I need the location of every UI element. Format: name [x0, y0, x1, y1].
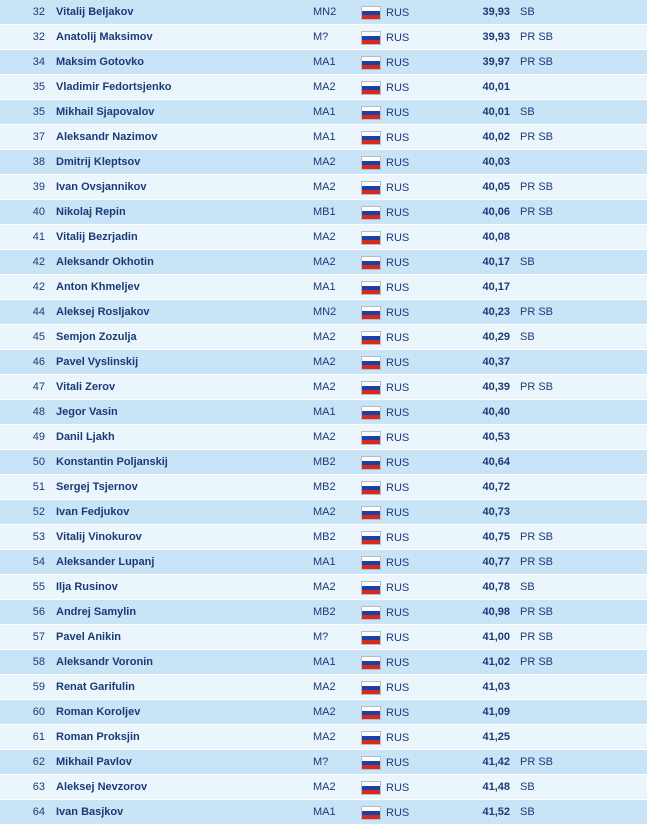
result-time: 39,93 [482, 31, 510, 43]
athlete-name[interactable]: Anton Khmeljev [56, 281, 140, 293]
nation-code: RUS [386, 757, 410, 769]
russia-flag-icon [361, 781, 381, 795]
class-cell: MB1 [313, 206, 336, 218]
class-cell: MA2 [313, 231, 336, 243]
table-row [0, 600, 647, 625]
class-cell: MA2 [313, 581, 336, 593]
record-note: SB [520, 781, 535, 793]
record-note: PR SB [520, 131, 554, 143]
rank-cell: 34 [32, 56, 45, 68]
result-time: 40,75 [482, 531, 510, 543]
nation-code: RUS [386, 582, 410, 594]
nation-code: RUS [386, 632, 410, 644]
class-cell: MA2 [313, 156, 336, 168]
nation-code: RUS [386, 132, 410, 144]
athlete-name[interactable]: Vitali Zerov [56, 381, 116, 393]
russia-flag-icon [361, 681, 381, 695]
record-note: PR SB [520, 181, 554, 193]
class-cell: MA1 [313, 281, 336, 293]
record-note: SB [520, 256, 535, 268]
record-note: PR SB [520, 531, 554, 543]
russia-flag-icon [361, 606, 381, 620]
result-time: 40,78 [482, 581, 510, 593]
rank-cell: 53 [32, 531, 45, 543]
nation-code: RUS [386, 657, 410, 669]
record-note: PR SB [520, 556, 554, 568]
table-row [0, 150, 647, 175]
class-cell: M? [313, 756, 329, 768]
russia-flag-icon [361, 731, 381, 745]
table-row [0, 725, 647, 750]
class-cell: MB2 [313, 606, 336, 618]
table-row [0, 175, 647, 200]
class-cell: MA1 [313, 806, 336, 818]
nation-code: RUS [386, 82, 410, 94]
rank-cell: 49 [32, 431, 45, 443]
russia-flag-icon [361, 506, 381, 520]
nation-code: RUS [386, 107, 410, 119]
athlete-name[interactable]: Ivan Basjkov [56, 806, 124, 818]
russia-flag-icon [361, 6, 381, 20]
russia-flag-icon [361, 431, 381, 445]
russia-flag-icon [361, 456, 381, 470]
class-cell: MA2 [313, 781, 336, 793]
rank-cell: 46 [32, 356, 45, 368]
table-row [0, 500, 647, 525]
table-row [0, 550, 647, 575]
rank-cell: 42 [32, 281, 45, 293]
rank-cell: 52 [32, 506, 45, 518]
nation-code: RUS [386, 357, 410, 369]
result-time: 40,29 [482, 331, 510, 343]
result-time: 40,17 [482, 281, 510, 293]
athlete-name[interactable]: Vladimir Fedortsjenko [56, 81, 172, 93]
table-row [0, 50, 647, 75]
class-cell: MA1 [313, 406, 336, 418]
rank-cell: 41 [32, 231, 45, 243]
russia-flag-icon [361, 481, 381, 495]
result-time: 40,01 [482, 106, 510, 118]
result-time: 40,08 [482, 231, 510, 243]
russia-flag-icon [361, 531, 381, 545]
nation-code: RUS [386, 607, 410, 619]
nation-code: RUS [386, 782, 410, 794]
rank-cell: 39 [32, 181, 45, 193]
table-row [0, 775, 647, 800]
class-cell: MA2 [313, 181, 336, 193]
rank-cell: 57 [32, 631, 45, 643]
rank-cell: 32 [32, 31, 45, 43]
result-time: 40,05 [482, 181, 510, 193]
nation-code: RUS [386, 257, 410, 269]
nation-code: RUS [386, 457, 410, 469]
class-cell: MN2 [313, 6, 337, 18]
rank-cell: 54 [32, 556, 45, 568]
nation-code: RUS [386, 382, 410, 394]
nation-code: RUS [386, 157, 410, 169]
nation-code: RUS [386, 332, 410, 344]
result-time: 41,52 [482, 806, 510, 818]
record-note: PR SB [520, 56, 554, 68]
table-row [0, 475, 647, 500]
table-row [0, 250, 647, 275]
result-time: 40,03 [482, 156, 510, 168]
russia-flag-icon [361, 581, 381, 595]
result-time: 41,00 [482, 631, 510, 643]
athlete-name[interactable]: Aleksej Nevzorov [56, 781, 148, 793]
nation-code: RUS [386, 732, 410, 744]
table-row [0, 350, 647, 375]
table-row [0, 275, 647, 300]
athlete-name[interactable]: Konstantin Poljanskij [56, 456, 168, 468]
table-row [0, 25, 647, 50]
athlete-name[interactable]: Mikhail Sjapovalov [56, 106, 155, 118]
class-cell: MB2 [313, 456, 336, 468]
rank-cell: 63 [32, 781, 45, 793]
russia-flag-icon [361, 56, 381, 70]
nation-code: RUS [386, 557, 410, 569]
result-time: 39,93 [482, 6, 510, 18]
record-note: SB [520, 331, 535, 343]
rank-cell: 44 [32, 306, 45, 318]
athlete-name[interactable]: Maksim Gotovko [56, 56, 145, 68]
result-time: 41,25 [482, 731, 510, 743]
nation-code: RUS [386, 182, 410, 194]
table-row [0, 425, 647, 450]
record-note: PR SB [520, 381, 554, 393]
rank-cell: 35 [32, 81, 45, 93]
athlete-name[interactable]: Aleksej Rosljakov [56, 306, 150, 318]
class-cell: MN2 [313, 306, 337, 318]
russia-flag-icon [361, 156, 381, 170]
nation-code: RUS [386, 57, 410, 69]
result-time: 41,42 [482, 756, 510, 768]
rank-cell: 60 [32, 706, 45, 718]
table-row [0, 400, 647, 425]
record-note: SB [520, 6, 535, 18]
russia-flag-icon [361, 631, 381, 645]
rank-cell: 42 [32, 256, 45, 268]
class-cell: MB2 [313, 481, 336, 493]
athlete-name[interactable]: Roman Proksjin [56, 731, 140, 743]
athlete-name[interactable]: Renat Garifulin [56, 681, 135, 693]
class-cell: MA2 [313, 731, 336, 743]
class-cell: MA1 [313, 131, 336, 143]
record-note: PR SB [520, 631, 554, 643]
rank-cell: 50 [32, 456, 45, 468]
russia-flag-icon [361, 331, 381, 345]
athlete-name[interactable]: Ivan Fedjukov [56, 506, 130, 518]
rank-cell: 58 [32, 656, 45, 668]
record-note: PR SB [520, 756, 554, 768]
rank-cell: 51 [32, 481, 45, 493]
table-row [0, 575, 647, 600]
result-time: 39,97 [482, 56, 510, 68]
table-row [0, 200, 647, 225]
table-row [0, 525, 647, 550]
table-row [0, 625, 647, 650]
class-cell: MA2 [313, 256, 336, 268]
result-time: 40,73 [482, 506, 510, 518]
athlete-name[interactable]: Semjon Zozulja [56, 331, 137, 343]
athlete-name[interactable]: Pavel Anikin [56, 631, 122, 643]
result-time: 41,48 [482, 781, 510, 793]
russia-flag-icon [361, 106, 381, 120]
rank-cell: 47 [32, 381, 45, 393]
rank-cell: 32 [32, 6, 45, 18]
athlete-name[interactable]: Aleksandr Okhotin [56, 256, 154, 268]
table-row [0, 0, 647, 25]
nation-code: RUS [386, 407, 410, 419]
rank-cell: 64 [32, 806, 45, 818]
table-row [0, 675, 647, 700]
rank-cell: 38 [32, 156, 45, 168]
table-row [0, 225, 647, 250]
rank-cell: 61 [32, 731, 45, 743]
athlete-name[interactable]: Aleksandr Voronin [56, 656, 153, 668]
result-time: 40,53 [482, 431, 510, 443]
record-note: PR SB [520, 206, 554, 218]
russia-flag-icon [361, 256, 381, 270]
rank-cell: 56 [32, 606, 45, 618]
nation-code: RUS [386, 532, 410, 544]
table-row [0, 650, 647, 675]
russia-flag-icon [361, 656, 381, 670]
rank-cell: 40 [32, 206, 45, 218]
nation-code: RUS [386, 307, 410, 319]
class-cell: MA2 [313, 381, 336, 393]
athlete-name[interactable]: Vitalij Vinokurov [56, 531, 142, 543]
russia-flag-icon [361, 306, 381, 320]
result-time: 41,03 [482, 681, 510, 693]
nation-code: RUS [386, 707, 410, 719]
russia-flag-icon [361, 206, 381, 220]
class-cell: MA2 [313, 431, 336, 443]
class-cell: M? [313, 631, 329, 643]
result-time: 40,23 [482, 306, 510, 318]
russia-flag-icon [361, 181, 381, 195]
nation-code: RUS [386, 507, 410, 519]
class-cell: MA1 [313, 656, 336, 668]
rank-cell: 35 [32, 106, 45, 118]
russia-flag-icon [361, 381, 381, 395]
class-cell: MA2 [313, 81, 336, 93]
rank-cell: 62 [32, 756, 45, 768]
class-cell: MA2 [313, 681, 336, 693]
record-note: PR SB [520, 306, 554, 318]
russia-flag-icon [361, 231, 381, 245]
table-row [0, 375, 647, 400]
record-note: SB [520, 806, 535, 818]
result-time: 40,02 [482, 131, 510, 143]
table-row [0, 300, 647, 325]
class-cell: MA1 [313, 106, 336, 118]
table-row [0, 750, 647, 775]
class-cell: MA2 [313, 356, 336, 368]
nation-code: RUS [386, 682, 410, 694]
table-row [0, 800, 647, 825]
russia-flag-icon [361, 556, 381, 570]
result-time: 40,72 [482, 481, 510, 493]
result-time: 40,40 [482, 406, 510, 418]
record-note: PR SB [520, 656, 554, 668]
russia-flag-icon [361, 81, 381, 95]
result-time: 40,37 [482, 356, 510, 368]
class-cell: MB2 [313, 531, 336, 543]
athlete-name[interactable]: Aleksander Lupanj [56, 556, 155, 568]
nation-code: RUS [386, 207, 410, 219]
rank-cell: 37 [32, 131, 45, 143]
athlete-name[interactable]: Pavel Vyslinskij [56, 356, 139, 368]
result-time: 40,64 [482, 456, 510, 468]
table-row [0, 125, 647, 150]
class-cell: MA1 [313, 56, 336, 68]
result-time: 40,39 [482, 381, 510, 393]
record-note: SB [520, 106, 535, 118]
rank-cell: 45 [32, 331, 45, 343]
result-time: 40,77 [482, 556, 510, 568]
russia-flag-icon [361, 406, 381, 420]
nation-code: RUS [386, 282, 410, 294]
athlete-name[interactable]: Andrej Samylin [56, 606, 137, 618]
athlete-name[interactable]: Mikhail Pavlov [56, 756, 132, 768]
russia-flag-icon [361, 131, 381, 145]
nation-code: RUS [386, 432, 410, 444]
result-time: 40,06 [482, 206, 510, 218]
table-row [0, 325, 647, 350]
athlete-name[interactable]: Ilja Rusinov [56, 581, 118, 593]
nation-code: RUS [386, 232, 410, 244]
nation-code: RUS [386, 482, 410, 494]
athlete-name[interactable]: Sergej Tsjernov [56, 481, 138, 493]
athlete-name[interactable]: Danil Ljakh [56, 431, 115, 443]
table-row [0, 100, 647, 125]
class-cell: MA1 [313, 556, 336, 568]
athlete-name[interactable]: Jegor Vasin [56, 406, 118, 418]
russia-flag-icon [361, 806, 381, 820]
rank-cell: 59 [32, 681, 45, 693]
nation-code: RUS [386, 7, 410, 19]
record-note: SB [520, 581, 535, 593]
result-time: 40,98 [482, 606, 510, 618]
class-cell: MA2 [313, 706, 336, 718]
result-time: 41,09 [482, 706, 510, 718]
class-cell: MA2 [313, 506, 336, 518]
russia-flag-icon [361, 356, 381, 370]
class-cell: MA2 [313, 331, 336, 343]
table-row [0, 75, 647, 100]
result-time: 40,01 [482, 81, 510, 93]
record-note: PR SB [520, 606, 554, 618]
nation-code: RUS [386, 32, 410, 44]
athlete-name[interactable]: Vitalij Bezrjadin [56, 231, 138, 243]
record-note: PR SB [520, 31, 554, 43]
athlete-name[interactable]: Nikolaj Repin [56, 206, 126, 218]
rank-cell: 48 [32, 406, 45, 418]
class-cell: M? [313, 31, 329, 43]
result-time: 40,17 [482, 256, 510, 268]
nation-code: RUS [386, 807, 410, 819]
athlete-name[interactable]: Roman Koroljev [56, 706, 141, 718]
russia-flag-icon [361, 31, 381, 45]
table-row [0, 700, 647, 725]
russia-flag-icon [361, 281, 381, 295]
russia-flag-icon [361, 706, 381, 720]
athlete-name[interactable]: Aleksandr Nazimov [56, 131, 158, 143]
russia-flag-icon [361, 756, 381, 770]
rank-cell: 55 [32, 581, 45, 593]
result-time: 41,02 [482, 656, 510, 668]
athlete-name[interactable]: Anatolij Maksimov [56, 31, 153, 43]
table-row [0, 450, 647, 475]
athlete-name[interactable]: Dmitrij Kleptsov [56, 156, 141, 168]
athlete-name[interactable]: Ivan Ovsjannikov [56, 181, 147, 193]
athlete-name[interactable]: Vitalij Beljakov [56, 6, 134, 18]
